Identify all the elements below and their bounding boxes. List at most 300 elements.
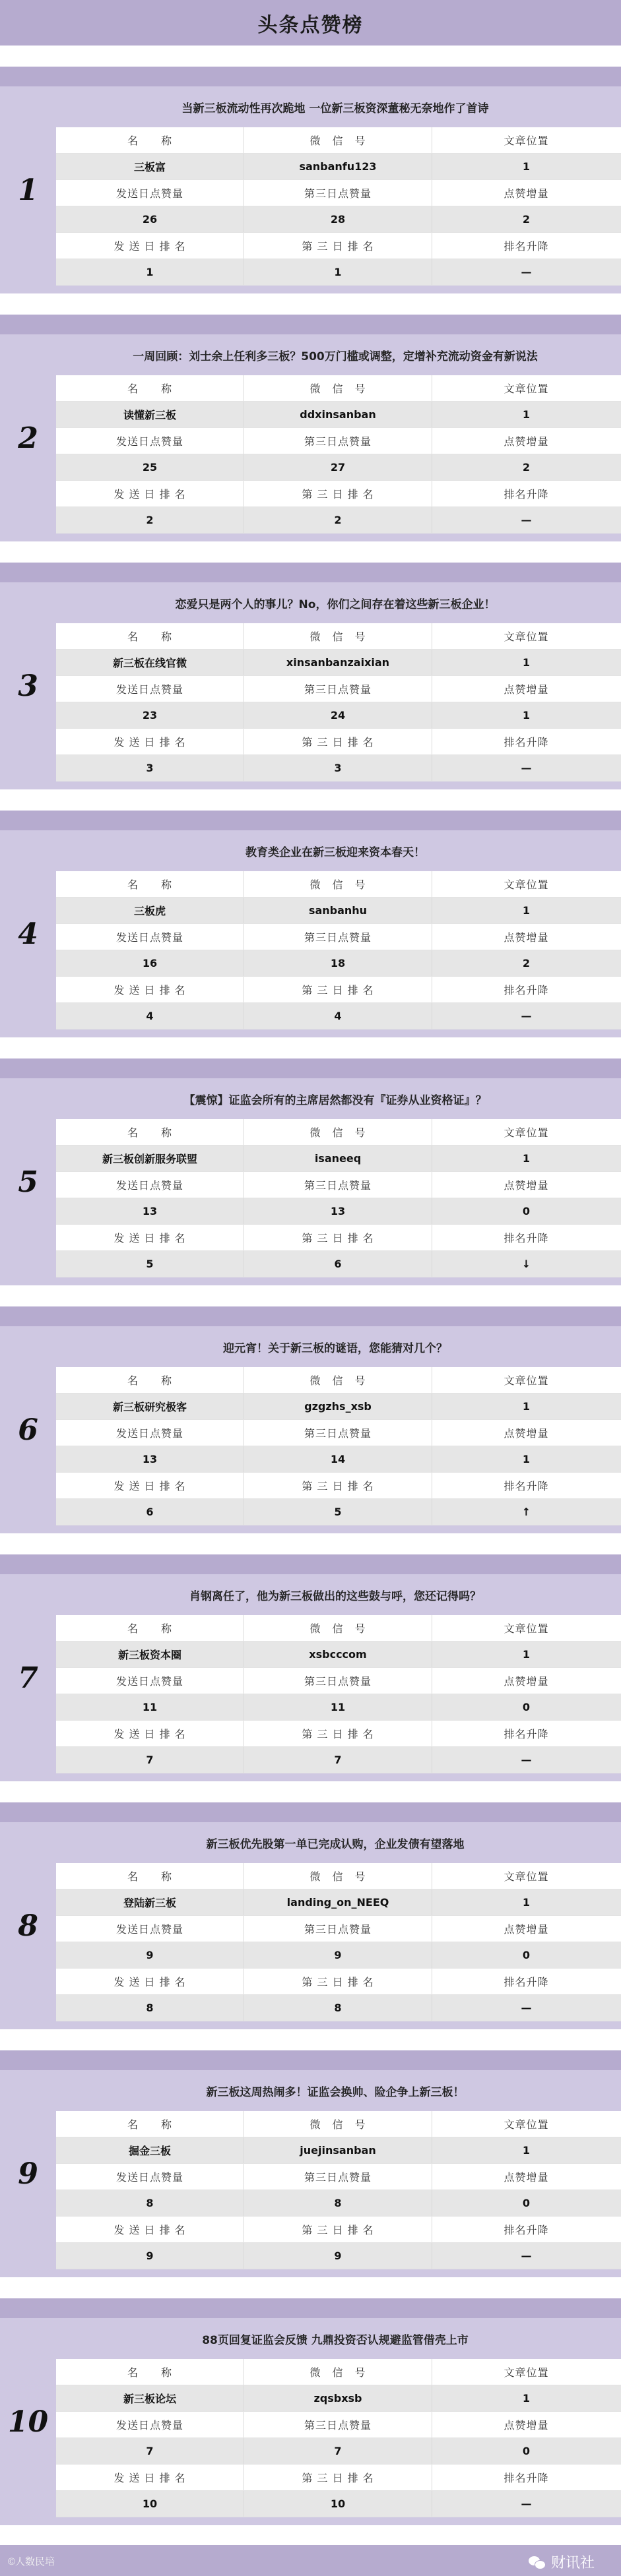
name-header: 名 称 [56,127,244,153]
day1-likes: 13 [56,1446,244,1472]
table-row [56,1003,621,1029]
right-watermark [529,2552,595,2572]
rank-change: — [521,514,532,526]
left-watermark: ©人数民培 [8,2556,55,2567]
table-header-row [56,481,621,507]
ranking-entry [0,1326,621,1533]
rank-number: 2 [18,421,38,455]
rank-change: — [521,2498,532,2510]
likes-increase-header: 点赞增量 [504,435,549,448]
table-row [56,898,621,924]
stats-table [56,2111,621,2269]
account-name: 登陆新三板 [56,1889,244,1915]
day1-likes: 7 [56,2438,244,2464]
likes-increase: 1 [522,1453,531,1465]
name-header: 名 称 [56,623,244,649]
rank-change-header: 排名升降 [504,736,549,749]
stats-table [56,1367,621,1525]
section-spacer [0,1037,621,1058]
day3-likes-header: 第三日点赞量 [244,924,432,950]
entry-body [56,86,621,293]
day1-rank-header: 发 送 日 排 名 [56,1721,244,1746]
day1-likes-header: 发送日点赞量 [56,676,244,702]
table-row [56,1394,621,1420]
likes-increase: 0 [522,1205,531,1217]
section-spacer [0,1285,621,1306]
section-divider-band [0,1058,621,1078]
wechat-header: 微 信 号 [244,375,432,401]
table-row [56,2438,621,2465]
article-position: 1 [522,2392,531,2405]
wechat-id: sanbanhu [244,898,432,923]
section-spacer [0,541,621,563]
rank-number: 9 [18,2157,38,2191]
table-header-row [56,1119,621,1146]
day1-rank-header: 发 送 日 排 名 [56,2465,244,2490]
article-title[interactable]: 新三板优先股第一单已完成认购，企业发债有望落地 [206,1837,465,1851]
day3-likes-header: 第三日点赞量 [244,676,432,702]
table-header-row [56,1863,621,1889]
day3-rank: 5 [244,1499,432,1525]
stats-table [56,1863,621,2021]
wechat-header: 微 信 号 [244,623,432,649]
day3-likes: 7 [244,2438,432,2464]
day1-likes: 9 [56,1942,244,1968]
table-header-row [56,2359,621,2385]
rank-number-column [0,2070,56,2277]
section-spacer [0,789,621,811]
table-row [56,206,621,233]
day1-likes: 13 [56,1198,244,1224]
table-header-row [56,233,621,259]
day1-likes: 26 [56,206,244,232]
day3-likes-header: 第三日点赞量 [244,2412,432,2438]
table-row [56,2385,621,2412]
article-position: 1 [522,656,531,669]
day1-rank: 3 [56,755,244,781]
table-header-row [56,2465,621,2491]
name-header: 名 称 [56,1367,244,1393]
day1-rank-header: 发 送 日 排 名 [56,2217,244,2242]
table-row [56,2243,621,2269]
right-watermark-text: 财讯社 [550,2554,595,2571]
likes-increase: 0 [522,2197,531,2209]
rank-change-header: 排名升降 [504,1976,549,1988]
day3-rank: 9 [244,2243,432,2269]
article-position: 1 [522,160,531,173]
article-title[interactable]: 恋爱只是两个人的事儿？No，你们之间存在着这些新三板企业！ [175,598,496,611]
day3-likes-header: 第三日点赞量 [244,428,432,454]
rank-number-column [0,1574,56,1781]
rank-number-column [0,1822,56,2029]
day3-likes-header: 第三日点赞量 [244,1668,432,1694]
rank-number: 8 [18,1909,38,1943]
day1-rank: 1 [56,259,244,285]
ranking-entry [0,830,621,1037]
rank-number: 4 [18,917,38,951]
position-header: 文章位置 [504,383,549,395]
wechat-id: gzgzhs_xsb [244,1394,432,1419]
article-title[interactable]: 【震惊】证监会所有的主席居然都没有『证券从业资格证』？ [183,1093,487,1107]
day1-rank: 2 [56,507,244,533]
table-header-row [56,1420,621,1446]
account-name: 新三板在线官微 [56,650,244,675]
name-header: 名 称 [56,1119,244,1145]
wechat-header: 微 信 号 [244,1863,432,1889]
stats-table [56,871,621,1029]
day3-rank-header: 第 三 日 排 名 [244,1721,432,1746]
table-header-row [56,1668,621,1694]
wechat-header: 微 信 号 [244,871,432,897]
page-header [0,0,621,46]
table-row [56,2190,621,2217]
table-header-row [56,1473,621,1499]
day1-rank-header: 发 送 日 排 名 [56,729,244,754]
rank-change: — [521,762,532,774]
day3-rank: 2 [244,507,432,533]
day3-rank-header: 第 三 日 排 名 [244,1225,432,1250]
likes-increase: 2 [522,461,531,474]
rank-change: — [521,1010,532,1022]
entry-body [56,2318,621,2525]
table-row [56,1146,621,1172]
day1-likes-header: 发送日点赞量 [56,2164,244,2190]
ranking-entry [0,334,621,541]
rank-number: 10 [7,2405,49,2439]
article-position: 1 [522,1400,531,1413]
rank-change-header: 排名升降 [504,2224,549,2236]
day3-rank-header: 第 三 日 排 名 [244,729,432,754]
entry-body [56,334,621,541]
table-header-row [56,729,621,755]
wechat-header: 微 信 号 [244,1367,432,1393]
day3-rank: 3 [244,755,432,781]
table-header-row [56,1225,621,1251]
section-divider-band [0,315,621,334]
position-header: 文章位置 [504,1622,549,1635]
stats-table [56,127,621,286]
table-row [56,2137,621,2164]
section-divider-band [0,563,621,582]
day3-likes: 18 [244,950,432,976]
rank-change-header: 排名升降 [504,1480,549,1492]
day3-likes: 28 [244,206,432,232]
section-spacer [0,46,621,67]
day3-rank-header: 第 三 日 排 名 [244,2217,432,2242]
table-row [56,454,621,481]
day1-likes-header: 发送日点赞量 [56,1668,244,1694]
section-spacer [0,1781,621,1802]
ranking-list [0,46,621,2576]
day1-rank: 8 [56,1995,244,2021]
table-header-row [56,375,621,402]
ranking-entry [0,2070,621,2277]
account-name: 新三板研究极客 [56,1394,244,1419]
day1-likes-header: 发送日点赞量 [56,2412,244,2438]
day1-rank: 10 [56,2491,244,2517]
rank-change-header: 排名升降 [504,240,549,253]
day1-rank: 7 [56,1747,244,1773]
position-header: 文章位置 [504,2118,549,2131]
rank-change: — [521,2250,532,2262]
account-name: 新三板资本圈 [56,1641,244,1667]
table-row [56,259,621,286]
table-header-row [56,2412,621,2438]
table-header-row [56,180,621,206]
wechat-id: ddxinsanban [244,402,432,427]
entry-body [56,1078,621,1285]
entry-body [56,2070,621,2277]
wechat-header: 微 信 号 [244,1119,432,1145]
rank-number: 3 [18,669,38,703]
day3-rank-header: 第 三 日 排 名 [244,481,432,506]
day1-rank-header: 发 送 日 排 名 [56,1225,244,1250]
table-header-row [56,1367,621,1394]
name-header: 名 称 [56,1615,244,1641]
day3-likes: 27 [244,454,432,480]
position-header: 文章位置 [504,1374,549,1387]
rank-number-column [0,334,56,541]
article-title[interactable]: 当新三板流动性再次跪地 一位新三板资深董秘无奈地作了首诗 [181,102,489,115]
day3-likes: 11 [244,1694,432,1720]
table-row [56,950,621,977]
day1-likes: 11 [56,1694,244,1720]
section-divider-band [0,811,621,830]
article-title[interactable]: 新三板这周热闹多！证监会换帅、险企争上新三板！ [206,2085,465,2099]
position-header: 文章位置 [504,2366,549,2379]
table-row [56,1499,621,1525]
table-header-row [56,1172,621,1198]
rank-change-header: 排名升降 [504,984,549,997]
table-header-row [56,1969,621,1995]
position-header: 文章位置 [504,1870,549,1883]
likes-increase: 0 [522,1949,531,1961]
table-header-row [56,977,621,1003]
table-header-row [56,2111,621,2137]
table-row [56,1694,621,1721]
day1-likes-header: 发送日点赞量 [56,1172,244,1198]
ranking-entry [0,86,621,293]
table-row [56,1942,621,1969]
rank-change: ↓ [521,1258,531,1270]
likes-increase-header: 点赞增量 [504,1179,549,1192]
wechat-id: sanbanfu123 [244,154,432,179]
name-header: 名 称 [56,1863,244,1889]
section-divider-band [0,1802,621,1822]
section-spacer [0,1533,621,1554]
table-header-row [56,1721,621,1747]
day3-likes-header: 第三日点赞量 [244,2164,432,2190]
article-position: 1 [522,2144,531,2157]
table-row [56,755,621,782]
table-header-row [56,2164,621,2190]
day3-rank-header: 第 三 日 排 名 [244,2465,432,2490]
table-row [56,402,621,428]
article-position: 1 [522,1152,531,1165]
ranking-entry [0,2318,621,2525]
section-spacer [0,2277,621,2298]
likes-increase-header: 点赞增量 [504,1427,549,1440]
wechat-header: 微 信 号 [244,2359,432,2385]
position-header: 文章位置 [504,630,549,643]
account-name: 新三板创新服务联盟 [56,1146,244,1171]
table-row [56,650,621,676]
ranking-entry [0,582,621,789]
day1-likes-header: 发送日点赞量 [56,428,244,454]
section-divider-band [0,1554,621,1574]
rank-number-column [0,830,56,1037]
wechat-header: 微 信 号 [244,2111,432,2137]
rank-change: — [521,2002,532,2014]
day3-likes-header: 第三日点赞量 [244,1420,432,1446]
position-header: 文章位置 [504,1126,549,1139]
article-title[interactable]: 88页回复证监会反馈 九鼎投资否认规避监管借壳上市 [202,2333,469,2347]
ranking-entry [0,1574,621,1781]
table-row [56,1198,621,1225]
rank-number: 5 [18,1165,38,1199]
day3-rank: 1 [244,259,432,285]
rank-number-column [0,1326,56,1533]
day3-rank: 4 [244,1003,432,1029]
table-row [56,507,621,534]
table-row [56,1251,621,1277]
article-position: 1 [522,408,531,421]
day1-rank-header: 发 送 日 排 名 [56,1969,244,1994]
day3-likes-header: 第三日点赞量 [244,1172,432,1198]
day1-likes-header: 发送日点赞量 [56,924,244,950]
wechat-id: xsbcccom [244,1641,432,1667]
rank-number: 6 [18,1413,38,1447]
day3-rank-header: 第 三 日 排 名 [244,1473,432,1498]
section-divider-band [0,2298,621,2318]
day1-rank: 9 [56,2243,244,2269]
stats-table [56,623,621,782]
article-title[interactable]: 一周回顾：刘士余上任利多三板？500万门槛或调整，定增补充流动资金有新说法 [133,350,538,363]
likes-increase-header: 点赞增量 [504,1675,549,1688]
rank-number-column [0,86,56,293]
stats-table [56,1615,621,1773]
entry-body [56,1326,621,1533]
wechat-icon [529,2555,546,2569]
account-name: 三板富 [56,154,244,179]
entry-body [56,830,621,1037]
day1-likes: 23 [56,702,244,728]
rank-number: 1 [18,173,38,207]
wechat-id: landing_on_NEEQ [244,1889,432,1915]
rank-change: ↑ [521,1506,531,1518]
entry-body [56,582,621,789]
day1-rank: 5 [56,1251,244,1277]
wechat-header: 微 信 号 [244,127,432,153]
likes-increase-header: 点赞增量 [504,2171,549,2184]
rank-change-header: 排名升降 [504,1232,549,1244]
wechat-id: xinsanbanzaixian [244,650,432,675]
account-name: 三板虎 [56,898,244,923]
account-name: 掘金三板 [56,2137,244,2163]
name-header: 名 称 [56,2359,244,2385]
table-row [56,154,621,180]
table-header-row [56,924,621,950]
day3-likes-header: 第三日点赞量 [244,180,432,206]
footer-band [0,2545,621,2576]
rank-number-column [0,2318,56,2525]
day1-likes: 25 [56,454,244,480]
entry-body [56,1574,621,1781]
stats-table [56,1119,621,1277]
table-header-row [56,1615,621,1641]
rank-number: 7 [18,1661,38,1695]
position-header: 文章位置 [504,878,549,891]
rank-number-column [0,1078,56,1285]
ranking-entry [0,1078,621,1285]
table-row [56,1641,621,1668]
day3-rank: 7 [244,1747,432,1773]
day1-rank-header: 发 送 日 排 名 [56,1473,244,1498]
article-title[interactable]: 肖钢离任了，他为新三板做出的这些鼓与呼，您还记得吗？ [189,1589,481,1603]
likes-increase-header: 点赞增量 [504,1923,549,1936]
section-divider-band [0,2050,621,2070]
table-header-row [56,623,621,650]
wechat-header: 微 信 号 [244,1615,432,1641]
likes-increase: 1 [522,709,531,721]
name-header: 名 称 [56,2111,244,2137]
day3-likes-header: 第三日点赞量 [244,1916,432,1942]
day3-rank-header: 第 三 日 排 名 [244,1969,432,1994]
stats-table [56,375,621,534]
likes-increase: 2 [522,213,531,226]
day1-rank-header: 发 送 日 排 名 [56,481,244,506]
table-row [56,2491,621,2517]
day3-likes: 13 [244,1198,432,1224]
day1-likes-header: 发送日点赞量 [56,180,244,206]
day3-likes: 24 [244,702,432,728]
table-row [56,1446,621,1473]
rank-number-column [0,582,56,789]
table-header-row [56,871,621,898]
article-title[interactable]: 迎元宵！关于新三板的谜语，您能猜对几个？ [223,1341,447,1355]
likes-increase-header: 点赞增量 [504,2419,549,2432]
likes-increase-header: 点赞增量 [504,683,549,696]
section-spacer [0,293,621,315]
day3-rank: 10 [244,2491,432,2517]
table-row [56,1747,621,1773]
day1-rank: 6 [56,1499,244,1525]
day3-likes: 9 [244,1942,432,1968]
footer-spacer [0,2525,621,2545]
wechat-id: juejinsanban [244,2137,432,2163]
likes-increase-header: 点赞增量 [504,931,549,944]
ranking-entry [0,1822,621,2029]
article-position: 1 [522,1896,531,1909]
day3-likes: 14 [244,1446,432,1472]
likes-increase: 0 [522,1701,531,1713]
table-row [56,702,621,729]
day1-likes: 16 [56,950,244,976]
rank-change-header: 排名升降 [504,2472,549,2484]
likes-increase-header: 点赞增量 [504,187,549,200]
section-spacer [0,2029,621,2050]
article-title[interactable]: 教育类企业在新三板迎来资本春天！ [245,845,425,859]
day3-likes: 8 [244,2190,432,2216]
entry-body [56,1822,621,2029]
rank-change: — [521,266,532,278]
account-name: 新三板论坛 [56,2385,244,2411]
article-position: 1 [522,904,531,917]
day1-likes-header: 发送日点赞量 [56,1420,244,1446]
table-header-row [56,1916,621,1942]
wechat-id: zqsbxsb [244,2385,432,2411]
day3-rank-header: 第 三 日 排 名 [244,977,432,1002]
